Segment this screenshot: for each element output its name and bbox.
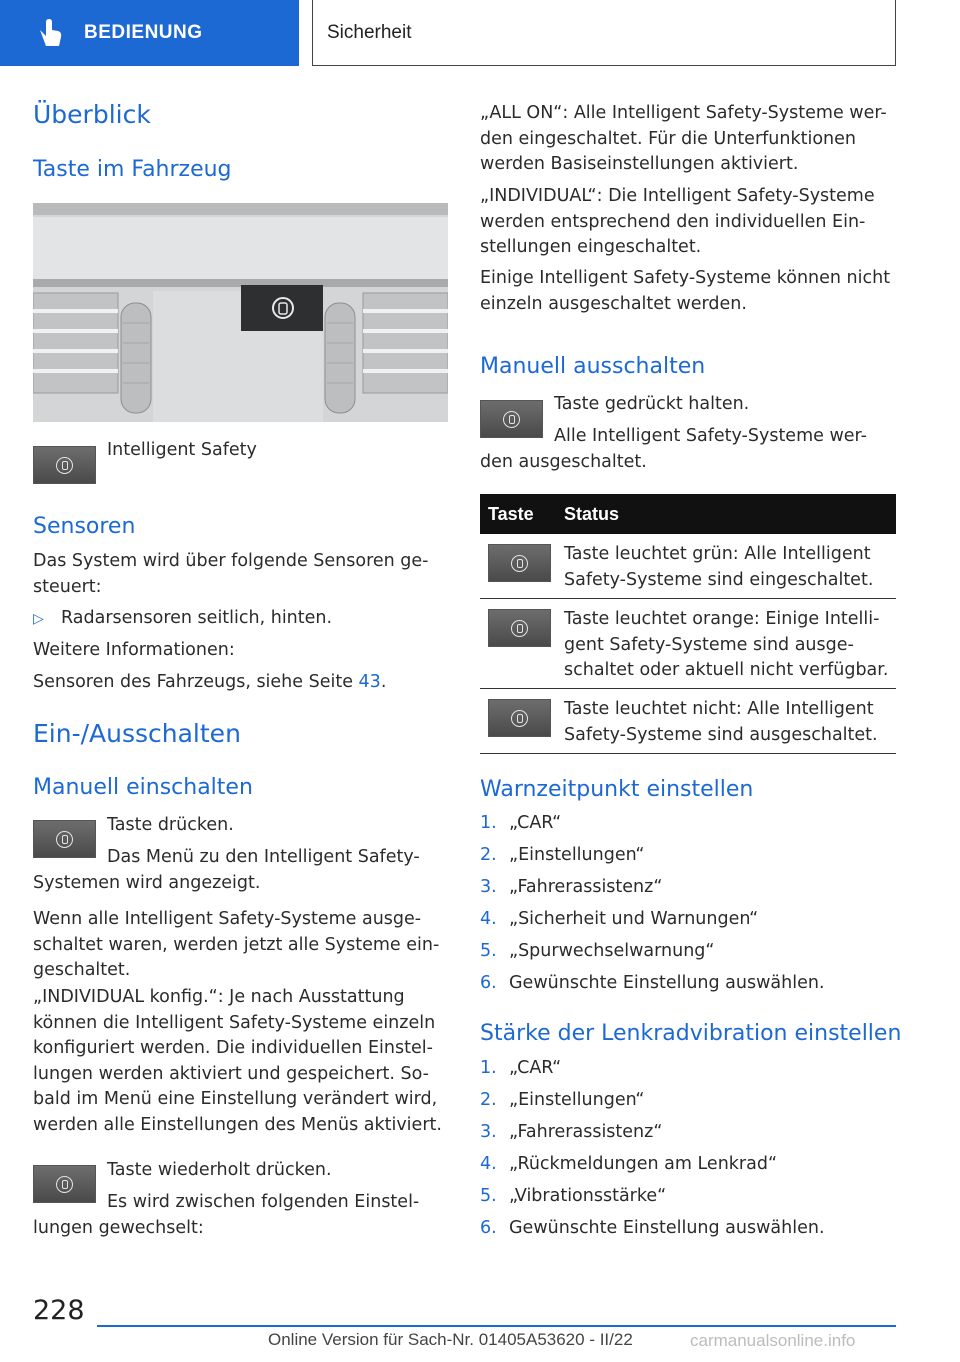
header-taste: Taste xyxy=(488,503,534,524)
footer-divider xyxy=(97,1325,896,1327)
status-text: Taste leuchtet orange: Einige Intelli-gent Safety-Systeme sind ausge-schaltet oder aktuell nicht verfügbar. xyxy=(564,609,889,680)
sensors-intro: Das System wird über folgende Sensoren ge-steuert: xyxy=(33,551,429,597)
menu-shown-text: Das Menü zu den Intelligent Safety-Systemen wird angezeigt. xyxy=(33,847,420,893)
section-tab xyxy=(0,0,299,66)
press-again-text: Taste wiederholt drücken. xyxy=(107,1160,332,1180)
chapter-header xyxy=(312,0,896,66)
status-text: Taste leuchtet nicht: Alle Intelligent Safety-Systeme sind ausgeschaltet. xyxy=(564,699,878,745)
list-item: 4. „Sicherheit und Warnungen“ xyxy=(480,909,759,929)
page-link[interactable]: 43 xyxy=(358,672,381,692)
table-row xyxy=(480,534,896,599)
intelligent-safety-icon xyxy=(511,555,528,572)
list-item: 1. „CAR“ xyxy=(480,813,562,833)
button-orange-image xyxy=(488,609,551,647)
caption-intelligent-safety: Intelligent Safety xyxy=(107,440,257,460)
individual-config-text: „INDIVIDUAL konfig.“: Je nach Ausstattung können die Intelligent Safety-Systeme einzeln konfiguriert werden. Die individuellen Einstel-lungen werden aktiviert und gespeichert. So-bald im Menü eine Einstellung verändert wird, werden alle Einstellungen des Menüs aktiviert. xyxy=(33,987,442,1135)
sensor-list-item: ▷ Radarsensoren seitlich, hinten. xyxy=(33,606,332,633)
more-info-label: Weitere Informationen: xyxy=(33,640,235,660)
some-not-off-text: Einige Intelligent Safety-Systeme können nicht einzeln ausgeschaltet werden. xyxy=(480,268,891,314)
watermark: carmanualsonline.info xyxy=(690,1331,856,1350)
list-item: 2. „Einstellungen“ xyxy=(480,1090,645,1110)
hold-button-text: Taste gedrückt halten. xyxy=(554,394,750,414)
list-item: 6. Gewünschte Einstellung auswählen. xyxy=(480,973,825,993)
heading-on-off: Ein-/Ausschalten xyxy=(33,719,241,748)
heading-button-in-vehicle: Taste im Fahrzeug xyxy=(33,157,232,182)
heading-overview: Überblick xyxy=(33,100,151,129)
table-row xyxy=(480,599,896,689)
list-item: 4. „Rückmeldungen am Lenkrad“ xyxy=(480,1154,778,1174)
chapter-title: Sicherheit xyxy=(327,21,412,43)
list-item: 1. „CAR“ xyxy=(480,1058,562,1078)
list-item: 2. „Einstellungen“ xyxy=(480,845,645,865)
heading-warning-time: Warnzeitpunkt einstellen xyxy=(480,777,754,802)
online-version-text: Online Version für Sach-Nr. 01405A53620 - II/22 xyxy=(268,1330,633,1349)
table-header xyxy=(480,494,896,534)
all-switched-off-text: Alle Intelligent Safety-Systeme wer-den ausgeschaltet. xyxy=(480,426,867,472)
intelligent-safety-button-image xyxy=(33,446,96,484)
heading-vibration: Stärke der Lenkradvibration einstellen xyxy=(480,1021,902,1046)
intelligent-safety-icon xyxy=(56,457,73,474)
dashboard-photo xyxy=(33,203,448,422)
switch-between-text: Es wird zwischen folgenden Einstel-lungen gewechselt: xyxy=(33,1192,420,1238)
list-item: 6. Gewünschte Einstellung auswählen. xyxy=(480,1218,825,1238)
list-item: 3. „Fahrerassistenz“ xyxy=(480,877,663,897)
table-row xyxy=(480,689,896,754)
heading-manual-off: Manuell ausschalten xyxy=(480,354,706,379)
press-button-text: Taste drücken. xyxy=(107,815,234,835)
intelligent-safety-icon xyxy=(511,710,528,727)
status-table xyxy=(480,494,896,754)
all-off-text: Wenn alle Intelligent Safety-Systeme ausge-schaltet waren, werden jetzt alle Systeme ein-geschaltet. xyxy=(33,909,440,980)
individual-text: „INDIVIDUAL“: Die Intelligent Safety-Systeme werden entsprechend den individuellen Ein-stellungen eingeschaltet. xyxy=(480,186,875,257)
section-label: BEDIENUNG xyxy=(84,22,203,43)
sensors-reference: Sensoren des Fahrzeugs, siehe Seite 43. xyxy=(33,672,387,692)
heading-manual-on: Manuell einschalten xyxy=(33,775,253,800)
list-item: 5. „Vibrationsstärke“ xyxy=(480,1186,667,1206)
triangle-bullet-icon: ▷ xyxy=(33,611,44,627)
hand-pointer-icon xyxy=(36,18,64,48)
list-item: 3. „Fahrerassistenz“ xyxy=(480,1122,663,1142)
all-on-text: „ALL ON“: Alle Intelligent Safety-Systeme wer-den eingeschaltet. Für die Unterfunktionen werden Basiseinstellungen aktiviert. xyxy=(480,103,887,174)
header-status: Status xyxy=(564,503,620,524)
button-green-image xyxy=(488,544,551,582)
intelligent-safety-icon xyxy=(511,620,528,637)
page-number: 228 xyxy=(33,1295,85,1326)
heading-sensors: Sensoren xyxy=(33,514,136,539)
list-item: 5. „Spurwechselwarnung“ xyxy=(480,941,715,961)
status-text: Taste leuchtet grün: Alle Intelligent Safety-Systeme sind eingeschaltet. xyxy=(564,544,874,590)
button-off-image xyxy=(488,699,551,737)
